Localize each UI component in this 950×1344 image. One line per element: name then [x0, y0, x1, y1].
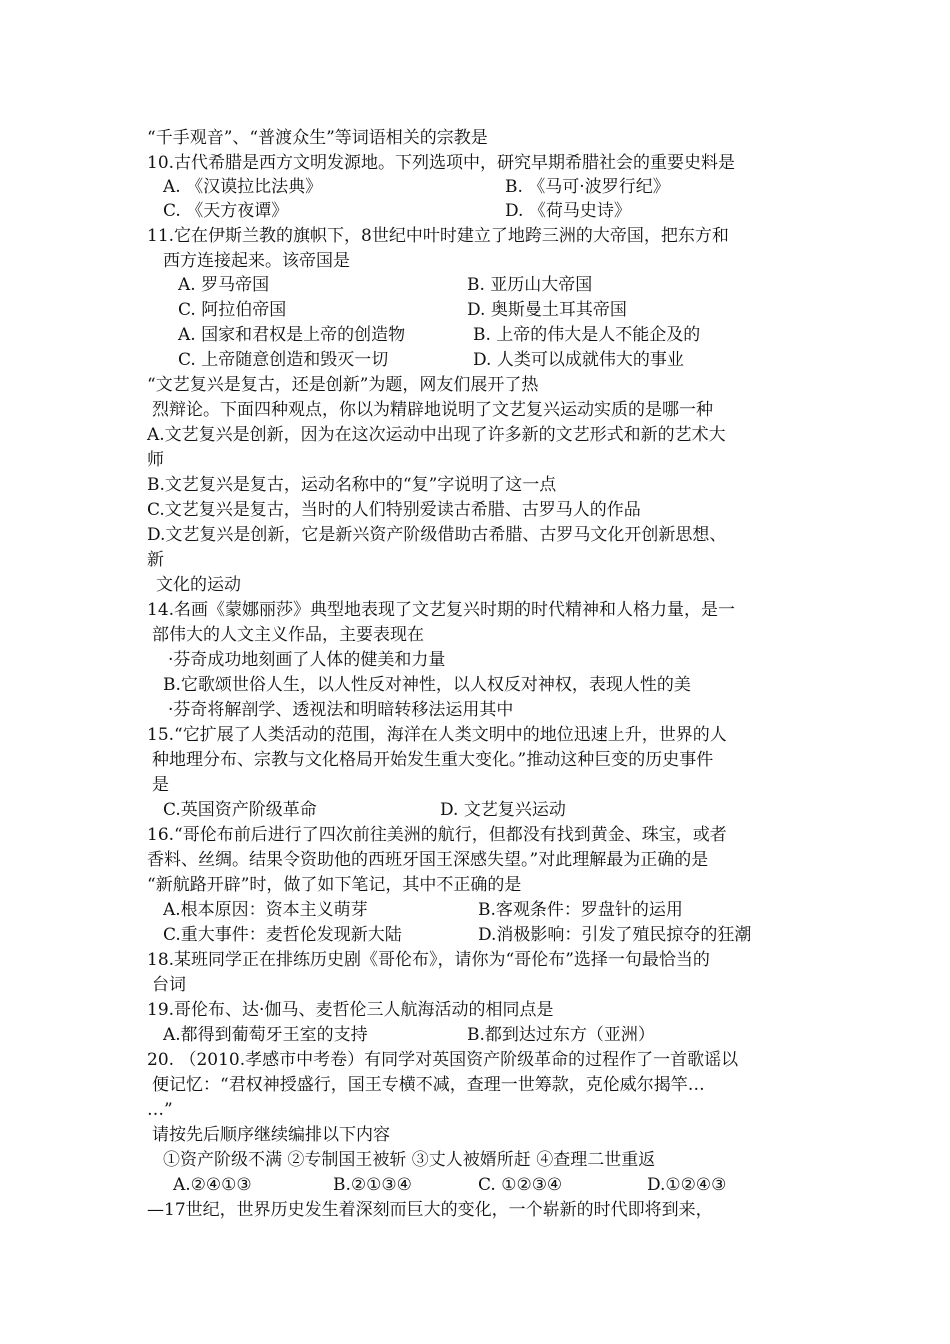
question-20: 20. （2010.孝感市中考卷）有同学对英国资产阶级革命的过程作了一首歌谣以 — [147, 1050, 739, 1070]
text-line: …” — [147, 1100, 173, 1120]
option-b: B. 上帝的伟大是人不能企及的 — [473, 325, 701, 345]
option-b: B.它歌颂世俗人生，以人性反对神性，以人权反对神权，表现人性的美 — [163, 675, 691, 695]
option-b: B.客观条件：罗盘针的运用 — [478, 900, 683, 920]
option-a: ·芬奇成功地刻画了人体的健美和力量 — [168, 650, 446, 670]
text-line: 台词 — [152, 975, 186, 995]
option-c: C.英国资产阶级革命 — [163, 800, 317, 820]
question-14: 14.名画《蒙娜丽莎》典型地表现了文艺复兴时期的时代精神和人格力量，是一 — [147, 600, 736, 620]
option-b: B.都到达过东方（亚洲） — [467, 1025, 655, 1045]
option-b: B. 亚历山大帝国 — [467, 275, 593, 295]
text-line: 师 — [147, 450, 164, 470]
option-c: C.文艺复兴是复古，当时的人们特别爱读古希腊、古罗马人的作品 — [147, 500, 641, 520]
option-c: C. ①②③④ — [478, 1175, 563, 1195]
question-10: 10.古代希腊是西方文明发源地。下列选项中，研究早期希腊社会的重要史料是 — [147, 153, 736, 173]
option-c: C.重大事件：麦哲伦发现新大陆 — [163, 925, 402, 945]
text-line: 香料、丝绸。结果令资助他的西班牙国王深感失望。”对此理解最为正确的是 — [147, 850, 709, 870]
option-d: D.文艺复兴是创新，它是新兴资产阶级借助古希腊、古罗马文化开创新思想、 — [147, 525, 727, 545]
text-line: —17世纪，世界历史发生着深刻而巨大的变化，一个崭新的时代即将到来， — [147, 1200, 713, 1220]
option-d: D.①②④③ — [647, 1175, 727, 1195]
text-line: 文化的运动 — [156, 575, 241, 595]
option-a: A. 《汉谟拉比法典》 — [163, 177, 323, 197]
text-line: “新航路开辟”时，做了如下笔记，其中不正确的是 — [147, 875, 522, 895]
text-line: 烈辩论。下面四种观点，你以为精辟地说明了文艺复兴运动实质的是哪一种 — [152, 400, 713, 420]
text-line: 是 — [152, 775, 169, 795]
option-c: C. 上帝随意创造和毁灭一切 — [178, 350, 389, 370]
option-c: ·芬奇将解剖学、透视法和明暗转移法运用其中 — [168, 700, 514, 720]
text-line: 请按先后顺序继续编排以下内容 — [152, 1125, 390, 1145]
option-a: A.都得到葡萄牙王室的支持 — [163, 1025, 368, 1045]
text-line: 西方连接起来。该帝国是 — [163, 251, 350, 271]
option-b: B.文艺复兴是复古，运动名称中的“复”字说明了这一点 — [147, 475, 557, 495]
question-18: 18.某班同学正在排练历史剧《哥伦布》，请你为“哥伦布”选择一句最恰当的 — [147, 950, 710, 970]
option-d: D. 人类可以成就伟大的事业 — [473, 350, 684, 370]
option-a: A.根本原因：资本主义萌芽 — [163, 900, 368, 920]
option-c: C. 阿拉伯帝国 — [178, 300, 287, 320]
question-19: 19.哥伦布、达·伽马、麦哲伦三人航海活动的相同点是 — [147, 1000, 554, 1020]
text-line: 种地理分布、宗教与文化格局开始发生重大变化。”推动这种巨变的历史事件 — [152, 750, 714, 770]
text-line: “文艺复兴是复古，还是创新”为题，网友们展开了热 — [147, 375, 539, 395]
question-11: 11.它在伊斯兰教的旗帜下，8世纪中叶时建立了地跨三洲的大帝国，把东方和 — [147, 226, 729, 246]
question-15: 15.“它扩展了人类活动的范围，海洋在人类文明中的地位迅速上升，世界的人 — [147, 725, 727, 745]
text-line: ①资产阶级不满 ②专制国王被斩 ③丈人被婿所赶 ④查理二世重返 — [163, 1150, 656, 1170]
option-d: D. 奥斯曼土耳其帝国 — [467, 300, 627, 320]
option-b: B. 《马可·波罗行纪》 — [505, 177, 670, 197]
option-d: D. 《荷马史诗》 — [505, 201, 631, 221]
question-16: 16.“哥伦布前后进行了四次前往美洲的航行，但都没有找到黄金、珠宝，或者 — [147, 825, 727, 845]
option-b: B.②①③④ — [333, 1175, 412, 1195]
option-a: A. 国家和君权是上帝的创造物 — [178, 325, 406, 345]
option-a: A.②④①③ — [173, 1175, 252, 1195]
text-line: 便记忆：“君权神授盛行，国王专横不减，查理一世筹款，克伦威尔揭竿… — [152, 1075, 705, 1095]
text-line: 新 — [147, 550, 164, 570]
text-line: 部伟大的人文主义作品，主要表现在 — [152, 625, 424, 645]
option-a: A.文艺复兴是创新，因为在这次运动中出现了许多新的文艺形式和新的艺术大 — [147, 425, 726, 445]
text-line: “千手观音”、“普渡众生”等词语相关的宗教是 — [147, 128, 488, 148]
option-d: D. 文艺复兴运动 — [440, 800, 566, 820]
option-d: D.消极影响：引发了殖民掠夺的狂潮 — [478, 925, 752, 945]
option-a: A. 罗马帝国 — [178, 275, 270, 295]
option-c: C. 《天方夜谭》 — [163, 201, 289, 221]
